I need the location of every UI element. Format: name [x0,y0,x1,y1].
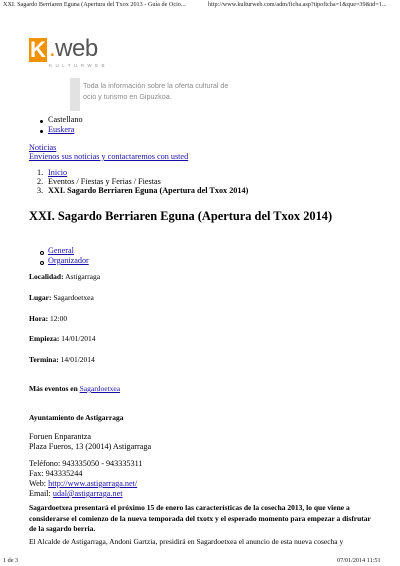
field-hora: Hora: 12:00 [29,314,68,323]
tab-organizador[interactable]: Organizador [48,256,89,265]
description-body: El Alcalde de Astigarraga, Andoni Gartzia, presidirá en Sagardoetxea el anuncio de esta nueva cosecha y [29,537,344,546]
organizer-email-link[interactable]: udal@astigarraga.net [52,489,123,498]
field-empieza: Empieza: 14/01/2014 [29,334,96,343]
breadcrumb-home-link[interactable]: Inicio [48,168,68,177]
field-localidad: Localidad: Astigarraga [29,272,101,281]
organizer-email: Email: udal@astigarraga.net [29,489,123,498]
language-euskera-link[interactable]: Euskera [48,125,75,134]
logo-subtitle: KULTURWEB [49,63,109,68]
print-header-title: XXI. Sagardo Berriaren Eguna (Apertura del Txox 2013 - Guía de Ocio... [3,1,186,8]
logo-wordmark: .web [49,35,98,62]
description-lead: Sagardoetxea presentará el próximo 15 de enero las características de la cosecha 2013, lo que viene a considerarse el comienzo de la nueva temporada del txotx y el esperado momento para empezar a disfrutar de la sagardo berria. [29,503,371,533]
field-lugar: Lugar: Sagardoetxea [29,293,94,302]
send-news-link[interactable]: Envíenos sus noticias y contactaremos con usted [29,152,189,161]
more-events: Más eventos en Sagardoetxea [29,384,121,393]
print-footer-datetime: 07/01/2014 11:51 [337,557,381,564]
breadcrumb-num: 1. [37,168,44,177]
list-bullet [40,251,44,255]
list-bullet [40,120,43,123]
tab-general[interactable]: General [48,246,74,255]
news-link[interactable]: Noticias [29,143,57,152]
kulturweb-logo[interactable] [29,35,109,72]
list-bullet [40,261,44,265]
page-title: XXI. Sagardo Berriaren Eguna (Apertura del Txox 2014) [29,209,333,223]
organizer-phone: Teléfono: 943335050 - 943335311 [29,459,143,468]
organizer-web: Web: http://www.astigarraga.net/ [29,479,138,488]
field-termina: Termina: 14/01/2014 [29,355,95,364]
tagline-text: Toda la información sobre la oferta cultural de ocio y turismo en Gipuzkoa. [83,81,229,101]
organizer-web-link[interactable]: http://www.astigarraga.net/ [48,479,138,488]
more-events-link[interactable]: Sagardoetxea [79,384,121,393]
breadcrumb-category: Eventos / Fiestas y Ferias / Fiestas [48,177,161,186]
organizer-fax: Fax: 943335244 [29,469,83,478]
breadcrumb-num: 2. [37,177,44,186]
list-bullet [40,130,43,133]
language-castellano[interactable]: Castellano [48,115,83,124]
tagline-banner [70,78,229,112]
print-footer-page: 1 de 3 [3,557,19,564]
organizer-address-1: Foruen Enparantza [29,432,92,441]
organizer-address-2: Plaza Fueros, 13 (20014) Astigarraga [29,442,152,451]
breadcrumb-num: 3. [37,186,44,195]
print-header-url: http://www.kulturweb.com/adm/ficha.asp?tipoficha=1&que=39&id=1... [208,1,387,8]
logo-k-mark: K [30,37,46,62]
tagline-bar [70,78,80,111]
breadcrumb-current: XXI. Sagardo Berriaren Eguna (Apertura del Txox 2014) [48,186,249,195]
organizer-heading: Ayuntamiento de Astigarraga [29,413,124,422]
